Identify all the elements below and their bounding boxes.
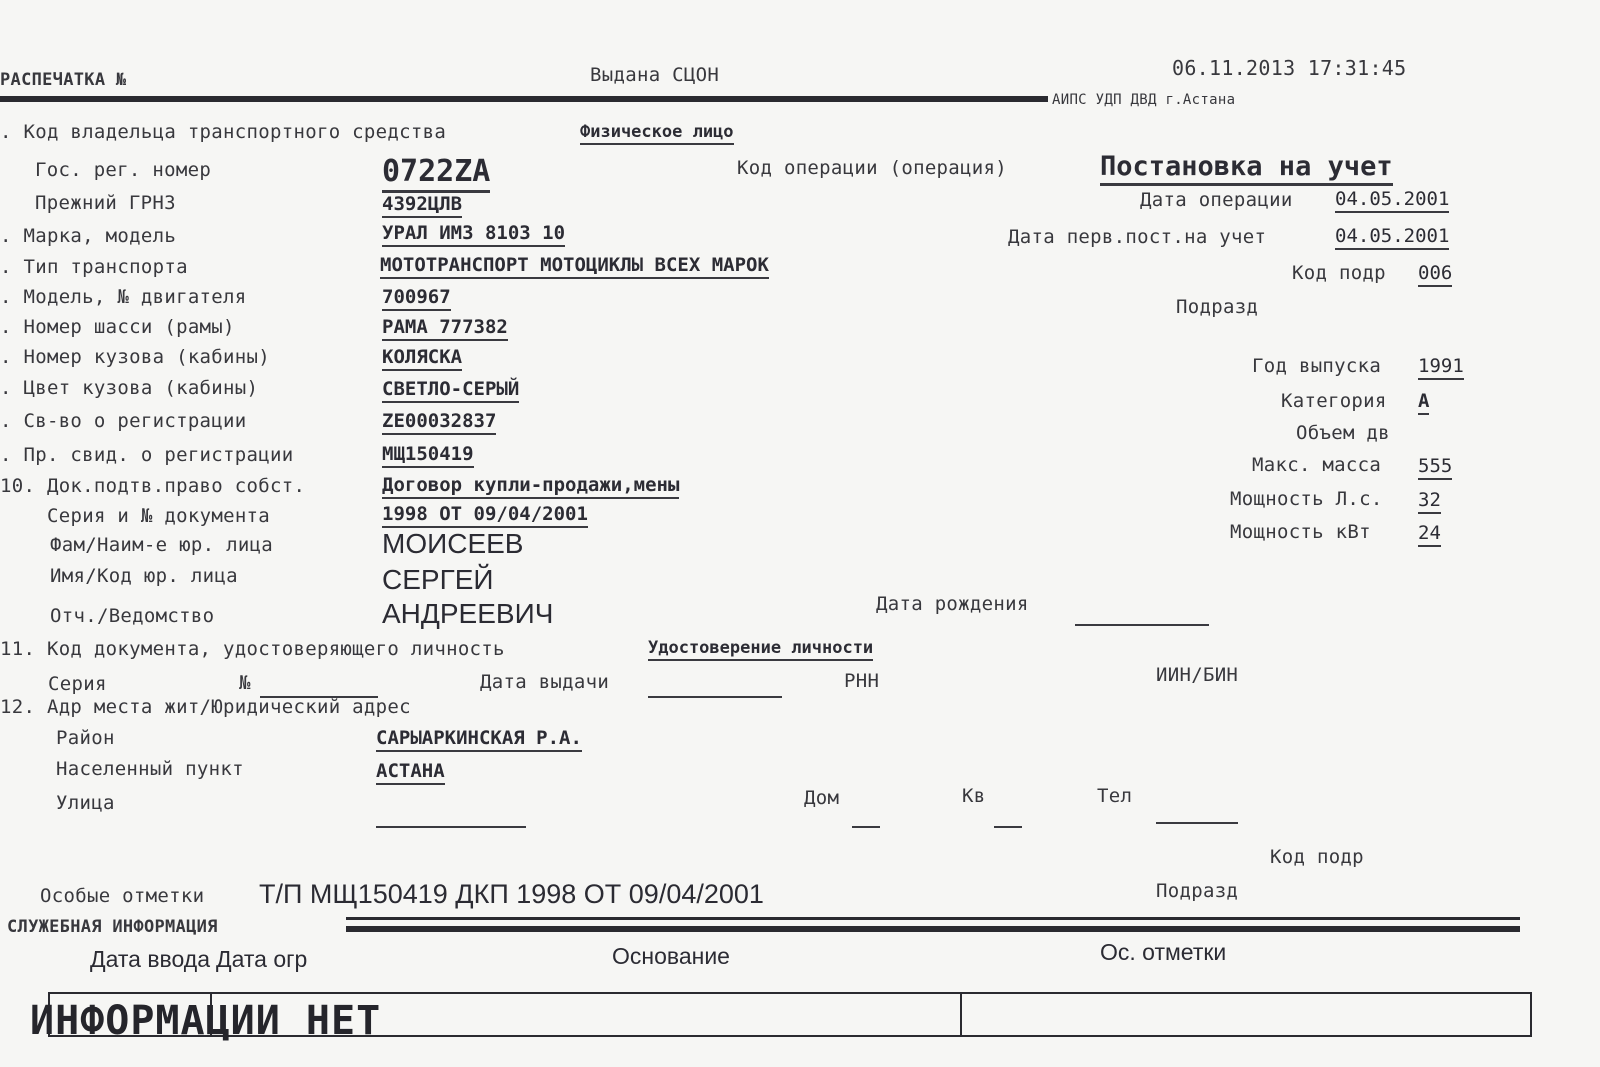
body-value: КОЛЯСКА [382, 346, 462, 371]
service-rule-thin [346, 917, 1520, 920]
table-divider-2 [960, 992, 962, 1037]
op-date-label: Дата операции [1140, 189, 1293, 211]
service-info-label: СЛУЖЕБНАЯ ИНФОРМАЦИЯ [7, 917, 218, 937]
notes-value: Т/П МЩ150419 ДКП 1998 ОТ 09/04/2001 [259, 879, 764, 909]
first-reg-date-value: 04.05.2001 [1335, 225, 1449, 250]
col-basis: Основание [612, 943, 730, 969]
make-value: УРАЛ ИМЗ 8103 10 [382, 222, 565, 247]
surname-value: МОИСЕЕВ [382, 528, 524, 559]
prev-reg-cert-label: . Пр. свид. о регистрации [0, 444, 294, 466]
patronymic-value: АНДРЕЕВИЧ [382, 598, 554, 629]
city-label: Населенный пункт [56, 758, 244, 780]
chassis-label: . Номер шасси (рамы) [0, 316, 235, 338]
header-rule [0, 96, 1048, 102]
category-label: Категория [1281, 390, 1387, 412]
op-date-value: 04.05.2001 [1335, 188, 1449, 213]
footer-unit-code-label: Код подр [1270, 846, 1364, 868]
chassis-value: РАМА 777382 [382, 316, 508, 341]
footer-unit-label: Подразд [1156, 880, 1239, 902]
house-label: Дом [804, 787, 840, 809]
unit-label: Подразд [1176, 296, 1259, 318]
no-info-text: ИНФОРМАЦИИ НЕТ [30, 998, 382, 1044]
engine-value: 700967 [382, 286, 451, 311]
printout-label: РАСПЕЧАТКА № [0, 70, 127, 90]
col-entry-date: Дата ввода [90, 946, 210, 972]
issued-by: Выдана СЦОН [590, 64, 720, 86]
number-label: № [239, 672, 251, 694]
doc-series-value: 1998 ОТ 09/04/2001 [382, 503, 588, 528]
street-blank [376, 826, 526, 828]
plate-value: 0722ZA [382, 154, 490, 193]
birth-date-blank [1075, 624, 1209, 626]
col-notes: Ос. отметки [1100, 939, 1227, 965]
id-doc-value: Удостоверение личности [648, 638, 873, 661]
issue-date-label: Дата выдачи [480, 671, 610, 693]
op-code-label: Код операции (операция) [737, 157, 1007, 179]
system-label: АИПС УДП ДВД г.Астана [1052, 92, 1236, 108]
year-label: Год выпуска [1252, 355, 1382, 377]
service-rule-thick [346, 926, 1520, 932]
unit-code-value: 006 [1418, 262, 1452, 287]
birth-date-label: Дата рождения [876, 593, 1029, 615]
prev-reg-cert-value: МЩ150419 [382, 443, 474, 468]
print-datetime: 06.11.2013 17:31:45 [1172, 56, 1407, 80]
plate-label: Гос. рег. номер [35, 159, 212, 181]
notes-label: Особые отметки [40, 885, 205, 907]
ownership-doc-label: 10. Док.подтв.право собст. [0, 475, 306, 497]
district-label: Район [56, 727, 115, 749]
doc-series-label: Серия и № документа [47, 505, 271, 527]
ownership-doc-value: Договор купли-продажи,мены [382, 474, 679, 499]
city-value: АСТАНА [376, 760, 445, 785]
apt-label: Кв [962, 785, 986, 807]
hp-value: 32 [1418, 489, 1441, 514]
prev-plate-value: 4392ЦЛВ [382, 193, 462, 218]
prev-plate-label: Прежний ГРНЗ [35, 192, 176, 214]
street-label: Улица [56, 792, 115, 814]
name-value: СЕРГЕЙ [382, 564, 494, 595]
iin-label: ИИН/БИН [1156, 664, 1239, 686]
mass-value: 555 [1418, 455, 1452, 480]
phone-blank [1156, 822, 1238, 824]
type-value: МОТОТРАНСПОРТ МОТОЦИКЛЫ ВСЕХ МАРОК [380, 254, 769, 279]
year-value: 1991 [1418, 355, 1464, 380]
patronymic-label: Отч./Ведомство [50, 605, 215, 627]
district-value: САРЫАРКИНСКАЯ Р.А. [376, 727, 582, 752]
id-doc-label: 11. Код документа, удостоверяющего личность [0, 638, 505, 660]
series-label: Серия [48, 673, 107, 695]
first-reg-date-label: Дата перв.пост.на учет [1008, 226, 1267, 248]
owner-code-value: Физическое лицо [580, 122, 734, 145]
op-code-value: Постановка на учет [1100, 151, 1393, 186]
hp-label: Мощность Л.с. [1230, 488, 1383, 510]
col-restrict-date: Дата огр [216, 946, 308, 972]
category-value: A [1418, 390, 1429, 415]
body-label: . Номер кузова (кабины) [0, 346, 270, 368]
apt-blank [994, 826, 1022, 828]
unit-code-label: Код подр [1292, 262, 1386, 284]
engine-label: . Модель, № двигателя [0, 286, 247, 308]
type-label: . Тип транспорта [0, 256, 188, 278]
kw-label: Мощность кВт [1230, 521, 1371, 543]
issue-date-blank [648, 696, 782, 698]
reg-cert-value: ZE00032837 [382, 410, 496, 435]
rnn-label: РНН [844, 670, 880, 692]
mass-label: Макс. масса [1252, 454, 1382, 476]
make-label: . Марка, модель [0, 225, 177, 247]
phone-label: Тел [1097, 785, 1133, 807]
name-label: Имя/Код юр. лица [50, 565, 238, 587]
surname-label: Фам/Наим-е юр. лица [50, 534, 274, 556]
reg-cert-label: . Св-во о регистрации [0, 410, 247, 432]
color-value: СВЕТЛО-СЕРЫЙ [382, 378, 519, 403]
owner-code-label: . Код владельца транспортного средства [0, 121, 447, 143]
kw-value: 24 [1418, 522, 1441, 547]
volume-label: Объем дв [1296, 422, 1390, 444]
address-header: 12. Адр места жит/Юридический адрес [0, 696, 411, 718]
house-blank [852, 826, 880, 828]
color-label: . Цвет кузова (кабины) [0, 377, 259, 399]
